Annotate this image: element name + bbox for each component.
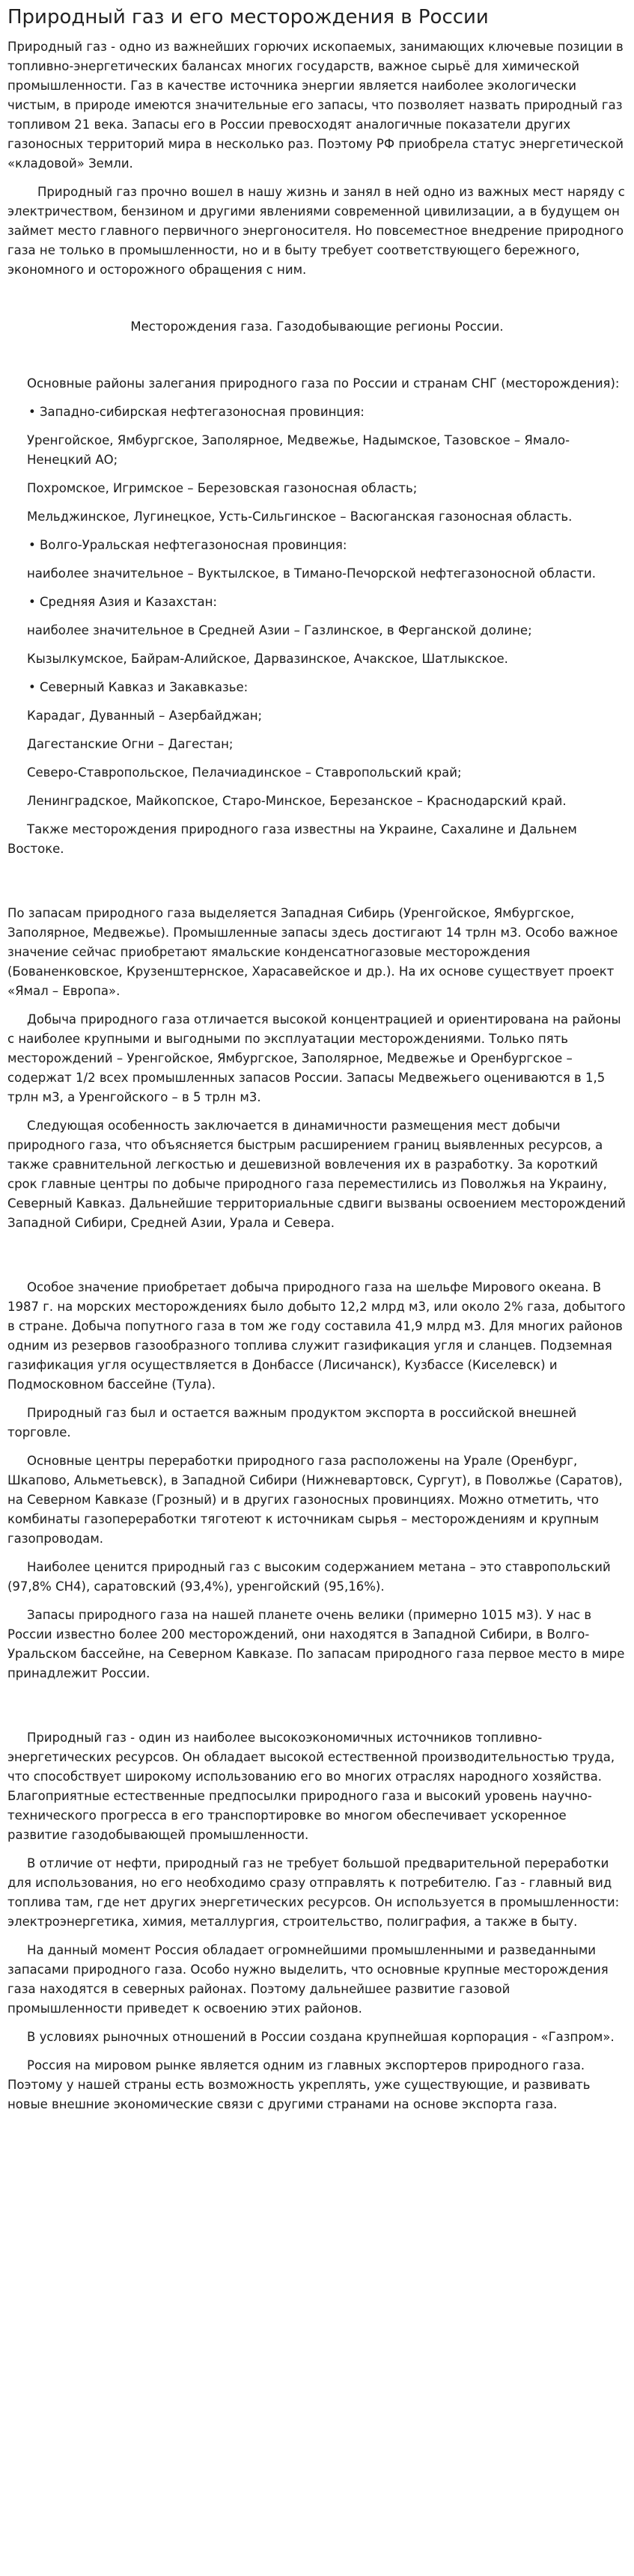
- now-paragraph: На данный момент Россия обладает огромнейшими промышленными и разведанными запасами природного газа. Особо нужно выделить, что основные крупные месторождения газа находятся в северных районах. Поэтому дальнейшее развитие газовой промышленности приведет к освоению этих районов.: [7, 1943, 609, 2016]
- offshore-paragraph: Особое значение приобретает добыча природного газа на шельфе Мирового океана. В 1987 г. на морских месторождениях было добыто 12,2 млрд м3, или около 2% газа, добытого в стране. Добыча попутного газа в том же году составила 41,9 млрд м3. Для многих районов одним из резервов газообразного топлива служит газификация угля и сланцев. Подземная газификация угля осуществляется в Донбассе (Лисичанск), Кузбассе (Киселевск) и Подмосковном бассейне (Тула).: [7, 1280, 626, 1392]
- processing-paragraph: Основные центры переработки природного газа расположены на Урале (Оренбург, Шкапово, Альметьевск), в Западной Сибири (Нижневартовск, Сургут), в Поволжье (Саратов), на Северном Кавказе (Грозный) и в других газоносных провинциях. Можно отметить, что комбинаты газопереработки тяготеют к источникам сырья – месторождениям и крупным газопроводам.: [7, 1454, 623, 1546]
- world-paragraph: Россия на мировом рынке является одним из главных экспортеров природного газа. Поэтому у нашей страны есть возможность укреплять, уже существующие, и развивать новые внешние экономические связи с другими странами на основе экспорта газа.: [7, 2058, 591, 2111]
- export-paragraph: Природный газ был и остается важным продуктом экспорта в российской внешней торговле.: [7, 1406, 577, 1440]
- region-caucasus-title: • Северный Кавказ и Закавказье:: [28, 680, 249, 694]
- page-title: Природный газ и его месторождения в России: [7, 6, 489, 28]
- region-caucasus-item: Северо-Ставропольское, Пелачиадинское – Ставропольский край;: [27, 765, 462, 780]
- region-caucasus-item: Карадаг, Дуванный – Азербайджан;: [27, 709, 263, 723]
- methane-paragraph: Наиболее ценится природный газ с высоким содержанием метана – это ставропольский (97,8% CH4), саратовский (93,4%), уренгойский (95,16%).: [7, 1560, 611, 1594]
- region-volga-title: • Волго-Уральская нефтегазоносная провинция:: [28, 538, 347, 552]
- region-asia-item: Кызылкумское, Байрам-Алийское, Дарвазинское, Ачакское, Шатлыкское.: [27, 652, 508, 666]
- intro-paragraph-1: Природный газ - одно из важнейших горючих ископаемых, занимающих ключевые позиции в топливно-энергетических балансах многих государств, важное сырьё для химической промышленности. Газ в качестве источника энергии является наиболее экологически чистым, в природе имеются значительные его запасы, что позволяет назвать природный газ топливом 21 века. Запасы его в России превосходят аналогичные показатели других газоносных территорий мира в несколько раз. Поэтому РФ приобрела статус энергетической «кладовой» Земли.: [7, 40, 624, 171]
- region-asia-title: • Средняя Азия и Казахстан:: [28, 595, 217, 609]
- region-asia-item: наиболее значительное в Средней Азии – Газлинское, в Ферганской долине;: [27, 623, 532, 637]
- region-caucasus-item: Дагестанские Огни – Дагестан;: [27, 737, 234, 751]
- region-westsib-item: Похромское, Игримское – Березовская газоносная область;: [27, 481, 418, 495]
- region-westsib-title: • Западно-сибирская нефтегазоносная провинция:: [28, 405, 365, 419]
- reserves-paragraph: Запасы природного газа на нашей планете очень велики (примерно 1015 м3). У нас в России известно более 200 месторождений, они находятся в Западной Сибири, в Волго-Уральском бассейне, на Северном Кавказе. По запасам природного газа первое место в мире принадлежит России.: [7, 1608, 625, 1680]
- region-westsib-item: Уренгойское, Ямбургское, Заполярное, Медвежье, Надымское, Тазовское – Ямало-Ненецкий АО;: [27, 433, 570, 467]
- region-caucasus-item: Ленинградское, Майкопское, Старо-Минское, Березанское – Краснодарский край.: [27, 794, 567, 808]
- regions-intro: Основные районы залегания природного газа по России и странам СНГ (месторождения):: [27, 376, 620, 391]
- regions-also: Также месторождения природного газа известны на Украине, Сахалине и Дальнем Востоке.: [7, 822, 577, 856]
- section-heading: Месторождения газа. Газодобывающие регионы России.: [130, 319, 504, 334]
- westsib-paragraph: По запасам природного газа выделяется Западная Сибирь (Уренгойское, Ямбургское, Заполярное, Медвежье). Промышленные запасы здесь достигают 14 трлн м3. Особо важное значение сейчас приобретают ямальские конденсатногазовые месторождения (Бованенковское, Крузенштернское, Харасавейское и др.). На их основе существует проект «Ямал – Европа».: [7, 906, 618, 998]
- intro-paragraph-2: Природный газ прочно вошел в нашу жизнь и занял в ней одно из важных мест наряду с электричеством, бензином и другими явлениями современной цивилизации, а в будущем он займет место главного первичного энергоносителя. Но повсеместное внедрение природного газа не только в промышленности, но и в быту требует соответствующего бережного, экономного и осторожного обращения с ним.: [7, 185, 625, 277]
- extraction-paragraph: Добыча природного газа отличается высокой концентрацией и ориентирована на районы с наиболее крупными и выгодными по эксплуатации месторождениями. Только пять месторождений – Уренгойское, Ямбургское, Заполярное, Медвежье и Оренбургское – содержат 1/2 всех промышленных запасов России. Запасы Медвежьего оцениваются в 1,5 трлн м3, а Уренгойского – в 5 трлн м3.: [7, 1012, 621, 1104]
- dynamics-paragraph: Следующая особенность заключается в динамичности размещения мест добычи природного газа, что объясняется быстрым расширением границ выявленных ресурсов, а также сравнительной легкостью и дешевизной вовлечения их в разработку. За короткий срок главные центры по добыче природного газа переместились из Поволжья на Украину, Северный Кавказ. Дальнейшие территориальные сдвиги вызваны освоением месторождений Западной Сибири, Средней Азии, Урала и Севера.: [7, 1119, 626, 1230]
- gazprom-paragraph: В условиях рыночных отношений в России создана крупнейшая корпорация - «Газпром».: [27, 2030, 615, 2044]
- region-westsib-item: Мельджинское, Лугинецкое, Усть-Сильгинское – Васюганская газоносная область.: [27, 510, 573, 524]
- oil-compare-paragraph: В отличие от нефти, природный газ не требует большой предварительной переработки для использования, но его необходимо сразу отправлять к потребителю. Газ - главный вид топлива там, где нет других энергетических ресурсов. Он используется в промышленности: электроэнергетика, химия, металлургия, строительство, полиграфия, а также в быту.: [7, 1856, 620, 1929]
- region-volga-item: наиболее значительное – Вуктылское, в Тимано-Печорской нефтегазоносной области.: [27, 566, 596, 581]
- economic-paragraph: Природный газ - один из наиболее высокоэкономичных источников топливно-энергетических ресурсов. Он обладает высокой естественной производительностью труда, что способствует широкому использованию его во многих отраслях народного хозяйства. Благоприятные естественные предпосылки природного газа и высокий уровень научно-технического прогресса в его транспортировке во многом обеспечивает ускоренное развитие газодобывающей промышленности.: [7, 1731, 615, 1842]
